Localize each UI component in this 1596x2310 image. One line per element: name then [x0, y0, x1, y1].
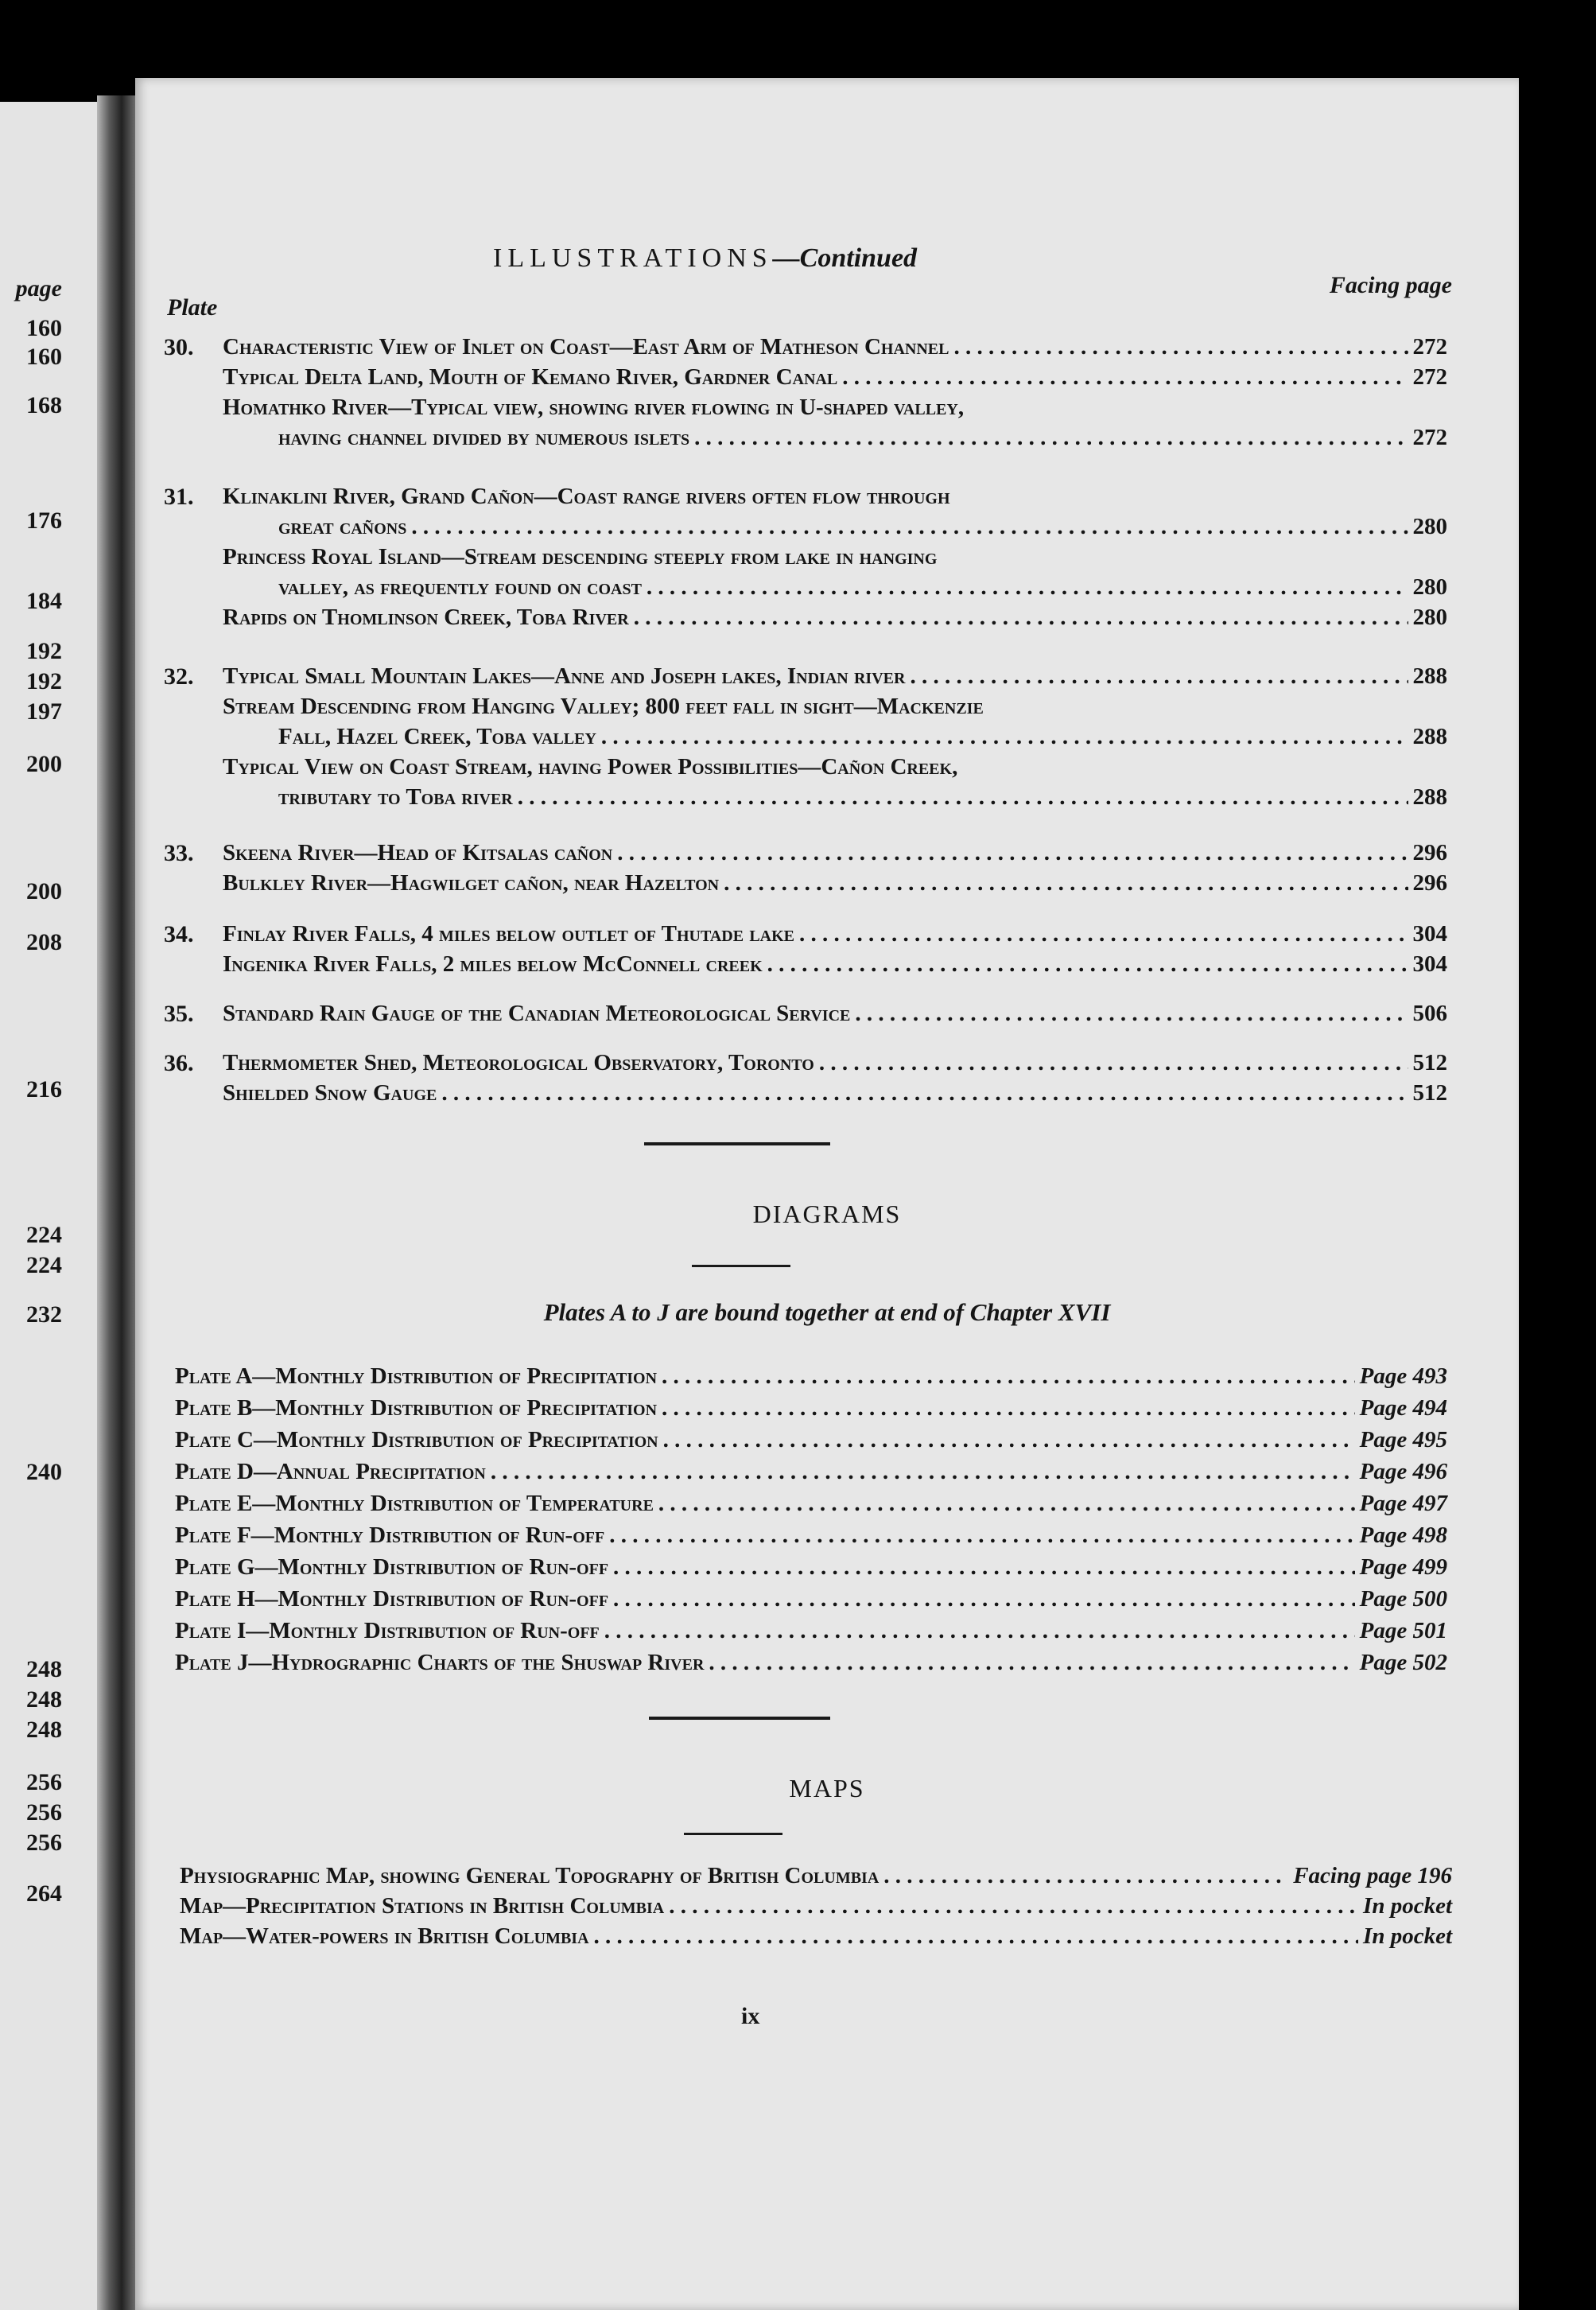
illustration-entry: [223, 364, 1447, 391]
leader-dots: [767, 951, 1408, 978]
left-page-number: 248: [26, 1717, 62, 1743]
page-title-main: ILLUSTRATIONS: [493, 243, 773, 273]
entry-page: 288: [1412, 663, 1447, 689]
entry-text: Klinaklini River, Grand Cañon—Coast range rivers often flow through: [223, 484, 950, 509]
illustration-entry: [223, 951, 1447, 978]
left-page-number: 160: [26, 344, 62, 370]
plate-number: 32.: [164, 663, 194, 690]
left-page-number: 168: [26, 392, 62, 418]
left-page-number: 256: [26, 1799, 62, 1826]
diagram-text: Plate A—Monthly Distribution of Precipitation: [175, 1363, 658, 1389]
leader-dots: [694, 425, 1408, 451]
diagram-entry: [175, 1395, 1447, 1421]
map-text: Map—Water-powers in British Columbia: [180, 1923, 589, 1949]
left-page-number: 216: [26, 1076, 62, 1102]
illustration-entry: [223, 1001, 1447, 1027]
leader-dots: [663, 1427, 1355, 1453]
illustration-entry: [223, 921, 1447, 947]
book-page: [135, 78, 1519, 2310]
plate-number: 35.: [164, 1001, 194, 1027]
entry-page: 272: [1412, 334, 1447, 360]
left-page-number: 184: [26, 588, 62, 614]
left-page-number: 200: [26, 878, 62, 904]
leader-dots: [647, 574, 1408, 601]
illustration-entry: [223, 1080, 1447, 1106]
diagrams-note: Plates A to J are bound together at end of Chapter XVII: [543, 1298, 1111, 1326]
leader-dots: [662, 1363, 1355, 1390]
leader-dots: [491, 1459, 1355, 1485]
column-header-plate: Plate: [167, 294, 218, 321]
diagram-entry: [175, 1554, 1447, 1581]
diagram-page: Page 497: [1359, 1491, 1447, 1516]
left-page-number: 232: [26, 1301, 62, 1328]
leader-dots: [658, 1491, 1355, 1517]
left-page-number: 248: [26, 1686, 62, 1713]
entry-text: Stream Descending from Hanging Valley; 800 feet fall in sight—Mackenzie: [223, 694, 984, 719]
diagram-text: Plate H—Monthly Distribution of Run-off: [175, 1586, 609, 1612]
left-page-number: 192: [26, 638, 62, 664]
illustration-entry: [223, 514, 1447, 540]
leader-dots: [883, 1863, 1288, 1889]
leader-dots: [724, 870, 1408, 896]
diagram-page: Page 501: [1359, 1618, 1447, 1643]
diagram-page: Page 496: [1359, 1459, 1447, 1484]
leader-dots: [613, 1586, 1355, 1612]
entry-page: 296: [1412, 870, 1447, 896]
entry-text-continued: having channel divided by numerous islets: [278, 425, 690, 450]
entry-text-continued: Fall, Hazel Creek, Toba valley: [278, 724, 596, 749]
leader-dots: [709, 1650, 1354, 1676]
left-page-number: 208: [26, 929, 62, 955]
illustration-entry: [223, 1050, 1447, 1076]
entry-text-continued: valley, as frequently found on coast: [278, 574, 642, 600]
map-entry: [180, 1893, 1452, 1919]
entry-text: Ingenika River Falls, 2 miles below McConnell creek: [223, 951, 763, 977]
diagram-text: Plate I—Monthly Distribution of Run-off: [175, 1618, 600, 1643]
diagram-text: Plate J—Hydrographic Charts of the Shuswap River: [175, 1650, 705, 1675]
plate-number: 31.: [164, 484, 194, 510]
left-page-number: 197: [26, 698, 62, 725]
entry-text: Homathko River—Typical view, showing river flowing in U-shaped valley,: [223, 395, 965, 420]
map-text: Physiographic Map, showing General Topography of British Columbia: [180, 1863, 880, 1888]
diagram-entry: [175, 1650, 1447, 1676]
diagram-text: Plate D—Annual Precipitation: [175, 1459, 486, 1484]
diagram-page: Page 499: [1359, 1554, 1447, 1580]
entry-text: Finlay River Falls, 4 miles below outlet of Thutade lake: [223, 921, 794, 947]
leader-dots: [669, 1893, 1358, 1919]
left-page-number: 256: [26, 1830, 62, 1856]
leader-dots: [662, 1395, 1355, 1421]
entry-page: 512: [1412, 1050, 1447, 1075]
illustration-entry: [223, 663, 1447, 690]
left-page-number: 248: [26, 1656, 62, 1682]
section-divider: [649, 1717, 830, 1720]
maps-heading: MAPS: [789, 1774, 865, 1802]
map-page: Facing page 196: [1293, 1863, 1452, 1888]
leader-dots: [799, 921, 1408, 947]
entry-text: Standard Rain Gauge of the Canadian Meteorological Service: [223, 1001, 851, 1026]
entry-text-continued: great cañons: [278, 514, 407, 539]
entry-text: Bulkley River—Hagwilget cañon, near Hazelton: [223, 870, 720, 896]
diagram-entry: [175, 1427, 1447, 1453]
diagram-text: Plate F—Monthly Distribution of Run-off: [175, 1522, 605, 1548]
entry-page: 288: [1412, 784, 1447, 810]
diagram-page: Page 502: [1359, 1650, 1447, 1675]
entry-text: Typical Small Mountain Lakes—Anne and Joseph lakes, Indian river: [223, 663, 906, 689]
leader-dots: [609, 1522, 1354, 1549]
left-page-header: page: [15, 275, 62, 301]
leader-dots: [855, 1001, 1408, 1027]
left-page-number: 256: [26, 1769, 62, 1795]
plate-number: 30.: [164, 334, 194, 360]
heading-underline: [684, 1833, 782, 1835]
entry-page: 272: [1412, 425, 1447, 450]
diagram-page: Page 500: [1359, 1586, 1447, 1612]
entry-text: Shielded Snow Gauge: [223, 1080, 437, 1106]
diagram-page: Page 493: [1359, 1363, 1447, 1389]
illustration-entry: [223, 870, 1447, 896]
left-page-number: 240: [26, 1459, 62, 1485]
left-page-number: 192: [26, 668, 62, 694]
diagram-page: Page 498: [1359, 1522, 1447, 1548]
section-divider: [644, 1142, 830, 1145]
page-title-continued: —Continued: [772, 243, 918, 273]
illustration-entry: [223, 605, 1447, 631]
leader-dots: [601, 724, 1408, 750]
entry-page: 296: [1412, 840, 1447, 865]
diagram-entry: [175, 1459, 1447, 1485]
illustration-entry: [223, 334, 1447, 360]
leader-dots: [411, 514, 1408, 540]
diagram-entry: [175, 1363, 1447, 1390]
leader-dots: [613, 1554, 1355, 1581]
diagrams-heading: DIAGRAMS: [752, 1200, 902, 1228]
entry-text-continued: tributary to Toba river: [278, 784, 513, 810]
leader-dots: [819, 1050, 1408, 1076]
entry-page: 280: [1412, 605, 1447, 630]
entry-page: 280: [1412, 514, 1447, 539]
left-page-number: 176: [26, 508, 62, 534]
left-page-number: 224: [26, 1222, 62, 1248]
leader-dots: [953, 334, 1408, 360]
plate-number: 33.: [164, 840, 194, 866]
diagram-entry: [175, 1522, 1447, 1549]
leader-dots: [617, 840, 1408, 866]
plate-number: 34.: [164, 921, 194, 947]
entry-text: Typical View on Coast Stream, having Power Possibilities—Cañon Creek,: [223, 754, 958, 780]
diagram-text: Plate C—Monthly Distribution of Precipitation: [175, 1427, 658, 1452]
left-page-number: 200: [26, 751, 62, 777]
leader-dots: [604, 1618, 1355, 1644]
diagram-page: Page 495: [1359, 1427, 1447, 1452]
leader-dots: [634, 605, 1408, 631]
left-page-number: 160: [26, 315, 62, 341]
illustration-entry: [223, 425, 1447, 451]
entry-page: 304: [1412, 951, 1447, 977]
diagram-page: Page 494: [1359, 1395, 1447, 1421]
map-entry: [180, 1863, 1452, 1889]
leader-dots: [518, 784, 1408, 811]
left-facing-page: [0, 102, 111, 2310]
entry-page: 512: [1412, 1080, 1447, 1106]
entry-page: 280: [1412, 574, 1447, 600]
illustration-entry: [223, 840, 1447, 866]
entry-text: Typical Delta Land, Mouth of Kemano River, Gardner Canal: [223, 364, 838, 390]
map-page: In pocket: [1363, 1893, 1452, 1919]
entry-text: Skeena River—Head of Kitsalas cañon: [223, 840, 613, 865]
diagram-text: Plate B—Monthly Distribution of Precipitation: [175, 1395, 658, 1421]
illustration-entry: [223, 574, 1447, 601]
page-folio: ix: [741, 2003, 760, 2029]
entry-text: Princess Royal Island—Stream descending steeply from lake in hanging: [223, 544, 938, 570]
diagram-entry: [175, 1586, 1447, 1612]
illustration-entry: [223, 724, 1447, 750]
heading-underline: [692, 1265, 790, 1267]
map-entry: [180, 1923, 1452, 1950]
leader-dots: [910, 663, 1408, 690]
left-page-number: 224: [26, 1252, 62, 1278]
map-page: In pocket: [1363, 1923, 1452, 1949]
page-title: [493, 243, 917, 274]
diagram-entry: [175, 1491, 1447, 1517]
diagram-text: Plate E—Monthly Distribution of Temperature: [175, 1491, 654, 1516]
entry-page: 288: [1412, 724, 1447, 749]
map-text: Map—Precipitation Stations in British Columbia: [180, 1893, 665, 1919]
entry-text: Thermometer Shed, Meteorological Observatory, Toronto: [223, 1050, 814, 1075]
entry-page: 304: [1412, 921, 1447, 947]
plate-number: 36.: [164, 1050, 194, 1076]
column-header-facing-page: Facing page: [1329, 272, 1452, 298]
entry-text: Rapids on Thomlinson Creek, Toba River: [223, 605, 629, 630]
entry-page: 506: [1412, 1001, 1447, 1026]
leader-dots: [842, 364, 1408, 391]
leader-dots: [594, 1923, 1359, 1950]
left-page-number: 264: [26, 1880, 62, 1907]
diagram-text: Plate G—Monthly Distribution of Run-off: [175, 1554, 609, 1580]
diagram-entry: [175, 1618, 1447, 1644]
illustration-entry: [223, 784, 1447, 811]
entry-text: Characteristic View of Inlet on Coast—East Arm of Matheson Channel: [223, 334, 949, 360]
leader-dots: [441, 1080, 1408, 1106]
entry-page: 272: [1412, 364, 1447, 390]
